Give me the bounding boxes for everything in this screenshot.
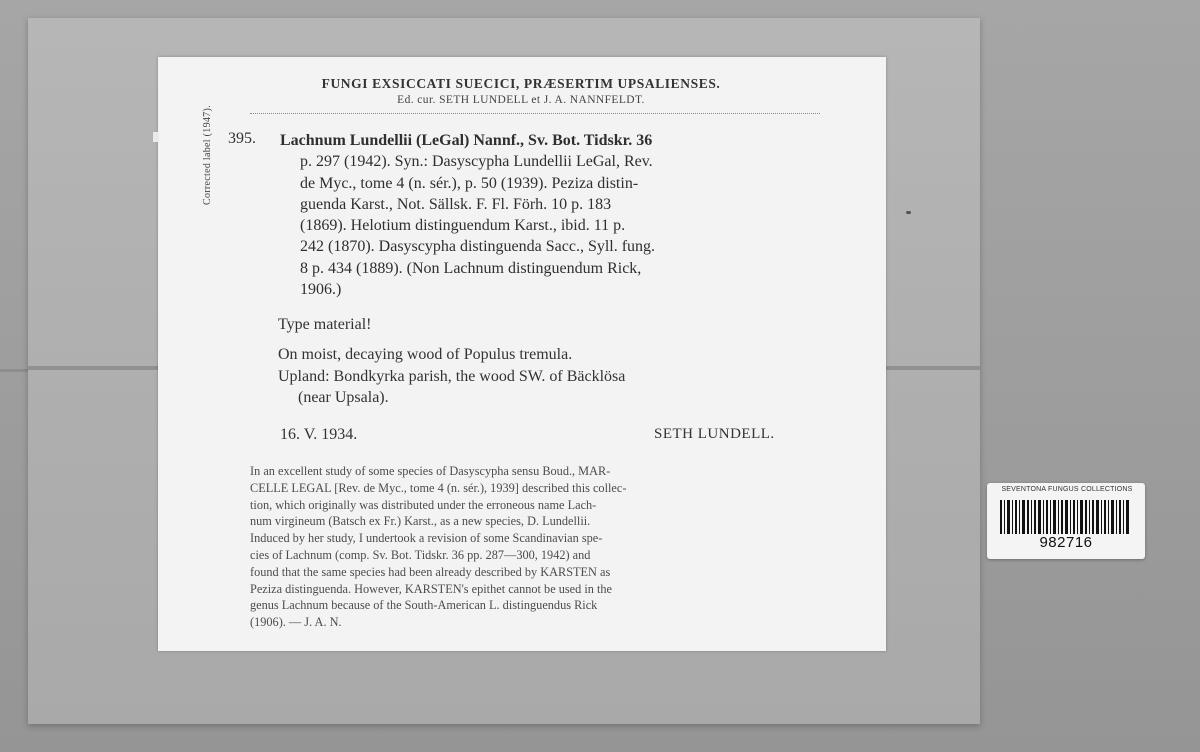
ink-mark [906,211,911,214]
locality-line: Upland: Bondkyrka parish, the wood SW. of Bäcklösa [278,367,626,385]
entry-line: 242 (1870). Dasyscypha distinguenda Sacc., Syll. fung. [300,238,656,256]
packet-fold-edge [0,369,28,372]
note-line: found that the same species had been already described by KARSTEN as [250,564,611,579]
note-line: Induced by her study, I undertook a revision of some Scandinavian spe- [250,531,603,546]
barcode-number: 982716 [1039,534,1093,551]
entry-line: p. 297 (1942). Syn.: Dasyscypha Lundellii LeGal, Rev. [300,153,653,171]
note-line: num virgineum (Batsch ex Fr.) Karst., as a new species, D. Lundellii. [250,514,591,529]
entry-line: guenda Karst., Not. Sällsk. F. Fl. Förh. 10 p. 183 [300,195,612,213]
entry-line: (1869). Helotium distinguendum Karst., ibid. 11 p. [300,217,626,235]
series-title: FUNGI EXSICCATI SUECICI, PRÆSERTIM UPSALIENSES. [321,76,721,91]
entry-line: 1906.) [300,281,342,299]
barcode-caption: SEVENTONA FUNGUS COLLECTIONS [1001,486,1133,493]
note-line: cies of Lachnum (comp. Sv. Bot. Tidskr. 36 pp. 287—300, 1942) and [250,547,591,562]
note-line: Peziza distinguenda. However, KARSTEN's epithet cannot be used in the [250,581,613,596]
corrected-label-note: Corrected label (1947). [202,105,213,205]
entry-line: de Myc., tome 4 (n. sér.), p. 50 (1939). Peziza distin- [300,174,639,192]
note-line: genus Lachnum because of the South-American L. distinguendus Rick [250,598,598,613]
entry-line: Lachnum Lundellii (LeGal) Nannf., Sv. Bot. Tidskr. 36 [280,132,653,149]
note-line: tion, which originally was distributed under the erroneous name Lach- [250,497,597,512]
type-material: Type material! [278,316,372,333]
note-line: In an excellent study of some species of Dasyscypha sensu Boud., MAR- [250,464,611,478]
editor-note [250,463,822,631]
collection-date: 16. V. 1934. [280,426,358,443]
habitat-line: On moist, decaying wood of Populus tremula. [278,346,573,363]
series-editors: Ed. cur. SETH LUNDELL et J. A. NANNFELDT. [397,94,645,106]
entry-number: 395. [228,130,256,147]
header-divider [250,113,820,114]
barcode-bars-icon [1000,500,1130,534]
entry-citation [280,130,825,300]
note-line: (1906). — J. A. N. [250,615,342,630]
label-tab [153,132,159,142]
entry-line: 8 p. 434 (1889). (Non Lachnum distinguendum Rick, [300,259,642,277]
collector-name: SETH LUNDELL. [654,426,775,442]
note-line: CELLE LEGAL [Rev. de Myc., tome 4 (n. sér.), 1939] described this collec- [250,480,627,495]
locality-line: (near Upsala). [298,389,389,406]
habitat-locality [278,344,838,409]
